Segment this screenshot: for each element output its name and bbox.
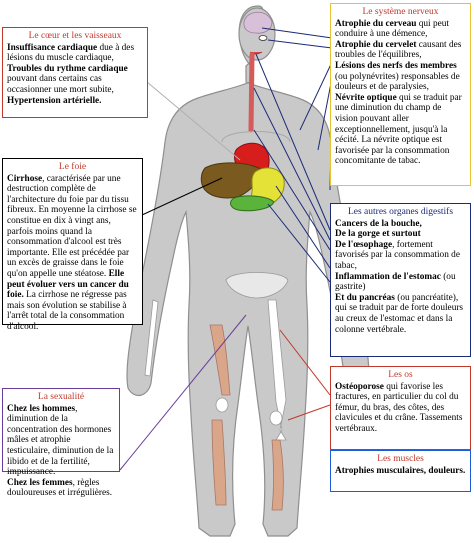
box-text bbox=[335, 19, 466, 167]
box-title: Les muscles bbox=[377, 454, 424, 464]
term: Chez les hommes bbox=[7, 403, 76, 414]
term: Lésions des nerfs des membres bbox=[335, 60, 457, 71]
box-systeme-nerveux bbox=[330, 3, 471, 186]
box-title: Le cœur et les vaisseaux bbox=[28, 31, 122, 41]
term: Et du pancréas bbox=[335, 292, 395, 303]
desc: qui se traduit par une diminution du champ de vision pouvant aller exceptionnellement, jusqu'à la cécité. La névrite optique est favorisée par la consommation concomitante de tabac. bbox=[335, 92, 462, 167]
desc: qui peut conduire à une démence, bbox=[335, 18, 449, 40]
box-title: Le foie bbox=[58, 162, 87, 172]
desc: La cirrhose ne régresse pas mais son évolution se stabilise à l'arrêt total de la consommation d'alcool. bbox=[7, 290, 127, 332]
term: Chez les femmes bbox=[7, 477, 73, 488]
oesophagus bbox=[251, 55, 252, 130]
box-title: La sexualité bbox=[37, 392, 85, 402]
box-os bbox=[330, 366, 471, 450]
calf-muscle-right bbox=[272, 440, 283, 510]
term: Cancers de la bouche, bbox=[335, 218, 422, 229]
desc: , caractérisée par une destruction complète de l'architecture du foie par du tissu fibreux. En moyenne la cirrhose se constitue en dix à vingt ans, parfois moins quand la consommation d'alcool est très importante. Elle est précédée par un excès de graisse dans le foie qu'on appelle une stéatose. bbox=[7, 173, 137, 279]
eye bbox=[259, 36, 267, 41]
desc: (ou polynévrites) responsables de douleurs et de paralysies, bbox=[335, 71, 460, 93]
box-text bbox=[7, 43, 143, 107]
box-foie bbox=[2, 158, 143, 332]
term: Insuffisance cardiaque bbox=[7, 42, 98, 53]
term: Atrophies musculaires, douleurs. bbox=[335, 465, 466, 476]
term: Cirrhose bbox=[7, 173, 43, 184]
term: Elle peut évoluer vers un cancer du foie. bbox=[7, 268, 129, 301]
term: Atrophie du cerveau bbox=[335, 18, 417, 29]
box-organes-digestifs bbox=[330, 203, 471, 357]
term: De la gorge et surtout bbox=[335, 229, 421, 240]
box-muscles bbox=[330, 450, 471, 492]
term: De l'œsophage bbox=[335, 239, 393, 250]
term: Hypertension artérielle. bbox=[7, 95, 102, 106]
term: Ostéoporose bbox=[335, 381, 384, 392]
desc: due à des lésions du muscle cardiaque, bbox=[7, 42, 135, 64]
term: Névrite optique bbox=[335, 92, 397, 103]
term: Troubles du rythme cardiaque bbox=[7, 63, 128, 74]
knee-left bbox=[216, 398, 228, 412]
box-text bbox=[335, 382, 466, 435]
desc: (ou pancréatite), qui se traduit par de forte douleurs au creux de l'estomac et dans la colonne vertébrale. bbox=[335, 292, 464, 335]
box-title: Le système nerveux bbox=[362, 7, 439, 17]
box-text bbox=[7, 404, 115, 499]
brain bbox=[244, 12, 272, 33]
box-title: Les os bbox=[388, 370, 413, 380]
box-coeur-vaisseaux bbox=[2, 27, 148, 118]
line-nerveux-cerebellum bbox=[268, 40, 332, 48]
box-text bbox=[7, 174, 138, 333]
desc: , fortement favorisés par la consommation de tabac, bbox=[335, 239, 460, 271]
desc: qui favorise les fractures, en particulier du col du fémur, du bras, des côtes, des clavicules et du crâne. Tassements vertébraux. bbox=[335, 381, 463, 434]
desc: (ou gastrite) bbox=[335, 271, 456, 293]
term: Inflammation de l'estomac bbox=[335, 271, 441, 282]
desc: , règles douloureuses et irrégulières. bbox=[7, 477, 113, 499]
box-title: Les autres organes digestifs bbox=[347, 207, 454, 217]
box-text bbox=[335, 219, 466, 336]
desc: pouvant dans certains cas occasionner une mort subite, bbox=[7, 74, 114, 95]
term: Atrophie du cervelet bbox=[335, 39, 417, 50]
box-text bbox=[335, 466, 466, 477]
desc: , diminution de la concentration des hormones mâles et atrophie testiculaire, diminution de la libido et de la fertilité, impuissance. bbox=[7, 403, 114, 478]
desc: causant des troubles de l'équilibres, bbox=[335, 39, 462, 61]
knee-right bbox=[270, 411, 282, 425]
box-sexualite bbox=[2, 388, 120, 499]
